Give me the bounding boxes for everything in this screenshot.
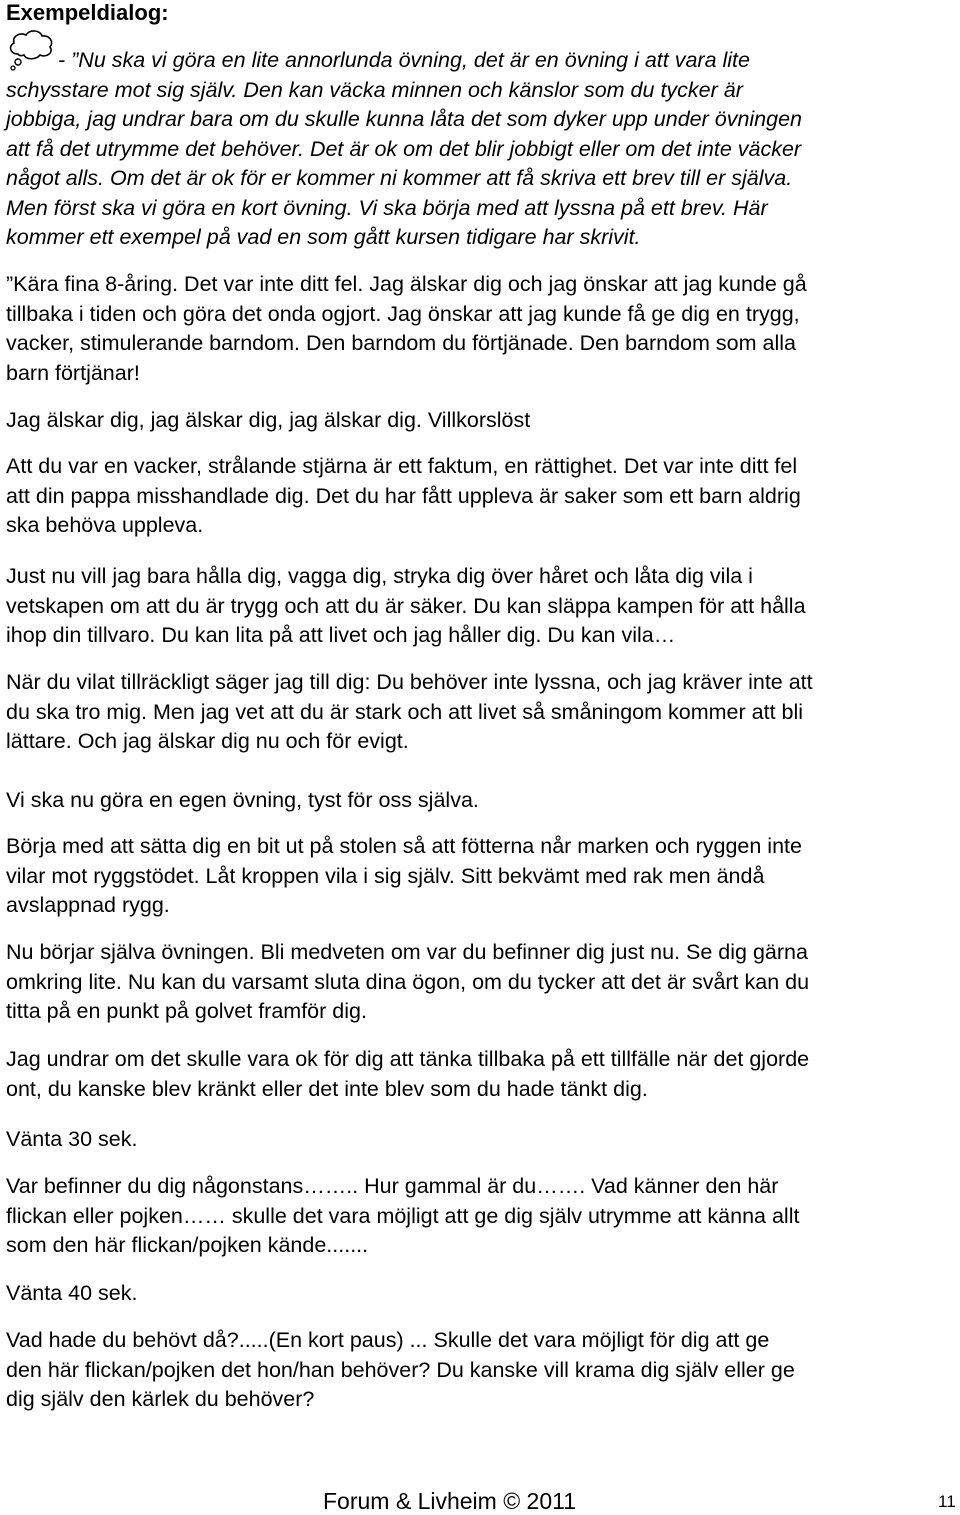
paragraph-4-line-2: att din pappa misshandlade dig. Det du har fått uppleva är saker som ett barn aldrig bbox=[6, 483, 801, 508]
paragraph-12-line-2: flickan eller pojken…… skulle det vara möjligt att ge dig själv utrymme att känna allt bbox=[6, 1203, 800, 1228]
paragraph-12-line-3: som den här flickan/pojken kände....... bbox=[6, 1233, 369, 1257]
paragraph-8-line-1: Börja med att sätta dig en bit ut på stolen så att fötterna når marken och ryggen inte bbox=[6, 834, 802, 858]
paragraph-4-line-1: Att du var en vacker, strålande stjärna är ett faktum, en rättighet. Det var inte ditt fel bbox=[6, 454, 798, 478]
paragraph-5-line-1: Just nu vill jag bara hålla dig, vagga dig, stryka dig över håret och låta dig vila i bbox=[6, 564, 753, 588]
paragraph-11-line-1: Vänta 30 sek. bbox=[6, 1127, 138, 1151]
paragraph-7-line-1: Vi ska nu göra en egen övning, tyst för oss själva. bbox=[6, 788, 479, 812]
paragraph-1-line-4: att få det utrymme det behöver. Det är ok om det blir jobbigt eller om det inte väcker bbox=[6, 136, 802, 161]
paragraph-9-line-1: Nu börjar själva övningen. Bli medveten om var du befinner dig just nu. Se dig gärna bbox=[6, 940, 808, 964]
paragraph-14-line-3: dig själv den kärlek du behöver? bbox=[6, 1387, 315, 1411]
paragraph-6-line-1: När du vilat tillräckligt säger jag till dig: Du behöver inte lyssna, och jag kräver inte att bbox=[6, 670, 813, 694]
paragraph-6-line-3: lättare. Och jag älskar dig nu och för evigt. bbox=[6, 729, 409, 753]
paragraph-12-line-1: Var befinner du dig någonstans…….. Hur gammal är du……. Vad känner den här bbox=[6, 1174, 779, 1198]
paragraph-13-line-1: Vänta 40 sek. bbox=[6, 1281, 138, 1305]
footer-text: Forum & Livheim © 2011 bbox=[323, 1488, 577, 1514]
paragraph-14-line-1: Vad hade du behövt då?.....(En kort paus) ... Skulle det vara möjligt för dig att ge bbox=[6, 1328, 770, 1352]
paragraph-2-line-1: ”Kära fina 8-åring. Det var inte ditt fel. Jag älskar dig och jag önskar att jag kunde gå bbox=[6, 272, 807, 296]
paragraph-6-line-2: du ska tro mig. Men jag vet att du är stark och att livet så småningom kommer att bli bbox=[6, 699, 804, 724]
paragraph-1-line-2: schysstare mot sig själv. Den kan väcka minnen och känslor som du tycker är bbox=[6, 77, 743, 102]
paragraph-9-line-3: titta på en punkt på golvet framför dig. bbox=[6, 999, 367, 1023]
paragraph-1-line-7: kommer ett exempel på vad en som gått kursen tidigare har skrivit. bbox=[6, 225, 641, 249]
paragraph-2-line-4: barn förtjänar! bbox=[6, 360, 140, 385]
paragraph-10-line-2: ont, du kanske blev kränkt eller det inte blev som du hade tänkt dig. bbox=[6, 1076, 648, 1101]
paragraph-5-line-3: ihop din tillvaro. Du kan lita på att livet och jag håller dig. Du kan vila… bbox=[6, 623, 676, 647]
paragraph-3-line-1: Jag älskar dig, jag älskar dig, jag älskar dig. Villkorslöst bbox=[6, 408, 531, 432]
paragraph-1-line-6: Men först ska vi göra en kort övning. Vi ska börja med att lyssna på ett brev. Här bbox=[6, 195, 768, 220]
page-number: 11 bbox=[938, 1492, 956, 1511]
paragraph-4-line-3: ska behöva uppleva. bbox=[6, 513, 204, 537]
paragraph-2-line-3: vacker, stimulerande barndom. Den barndom du förtjänade. Den barndom som alla bbox=[6, 331, 796, 355]
paragraph-8-line-3: avslappnad rygg. bbox=[6, 893, 170, 917]
paragraph-8-line-2: vilar mot ryggstödet. Låt kroppen vila i sig själv. Sitt bekvämt med rak men ändå bbox=[6, 863, 765, 888]
paragraph-5-line-2: vetskapen om att du är trygg och att du är säker. Du kan släppa kampen för att hålla bbox=[6, 593, 806, 618]
paragraph-1-line-1: - ”Nu ska vi göra en lite annorlunda övning, det är en övning i att vara lite bbox=[58, 48, 750, 72]
paragraph-2-line-2: tillbaka i tiden och göra det onda ogjort. Jag önskar att jag kunde få ge dig en trygg, bbox=[6, 301, 800, 326]
paragraph-9-line-2: omkring lite. Nu kan du varsamt sluta dina ögon, om du tycker att det är svårt kan du bbox=[6, 969, 810, 994]
paragraph-1-line-3: jobbiga, jag undrar bara om du skulle kunna låta det som dyker upp under övningen bbox=[6, 107, 803, 131]
page-title: Exempeldialog: bbox=[6, 0, 169, 25]
thought-bubble-icon bbox=[4, 28, 56, 72]
paragraph-14-line-2: den här flickan/pojken det hon/han behöver? Du kanske vill krama dig själv eller ge bbox=[6, 1357, 795, 1382]
paragraph-1-line-5: något alls. Om det är ok för er kommer ni kommer att få skriva ett brev till er själva. bbox=[6, 166, 793, 190]
paragraph-10-line-1: Jag undrar om det skulle vara ok för dig att tänka tillbaka på ett tillfälle när det gjorde bbox=[6, 1047, 810, 1071]
